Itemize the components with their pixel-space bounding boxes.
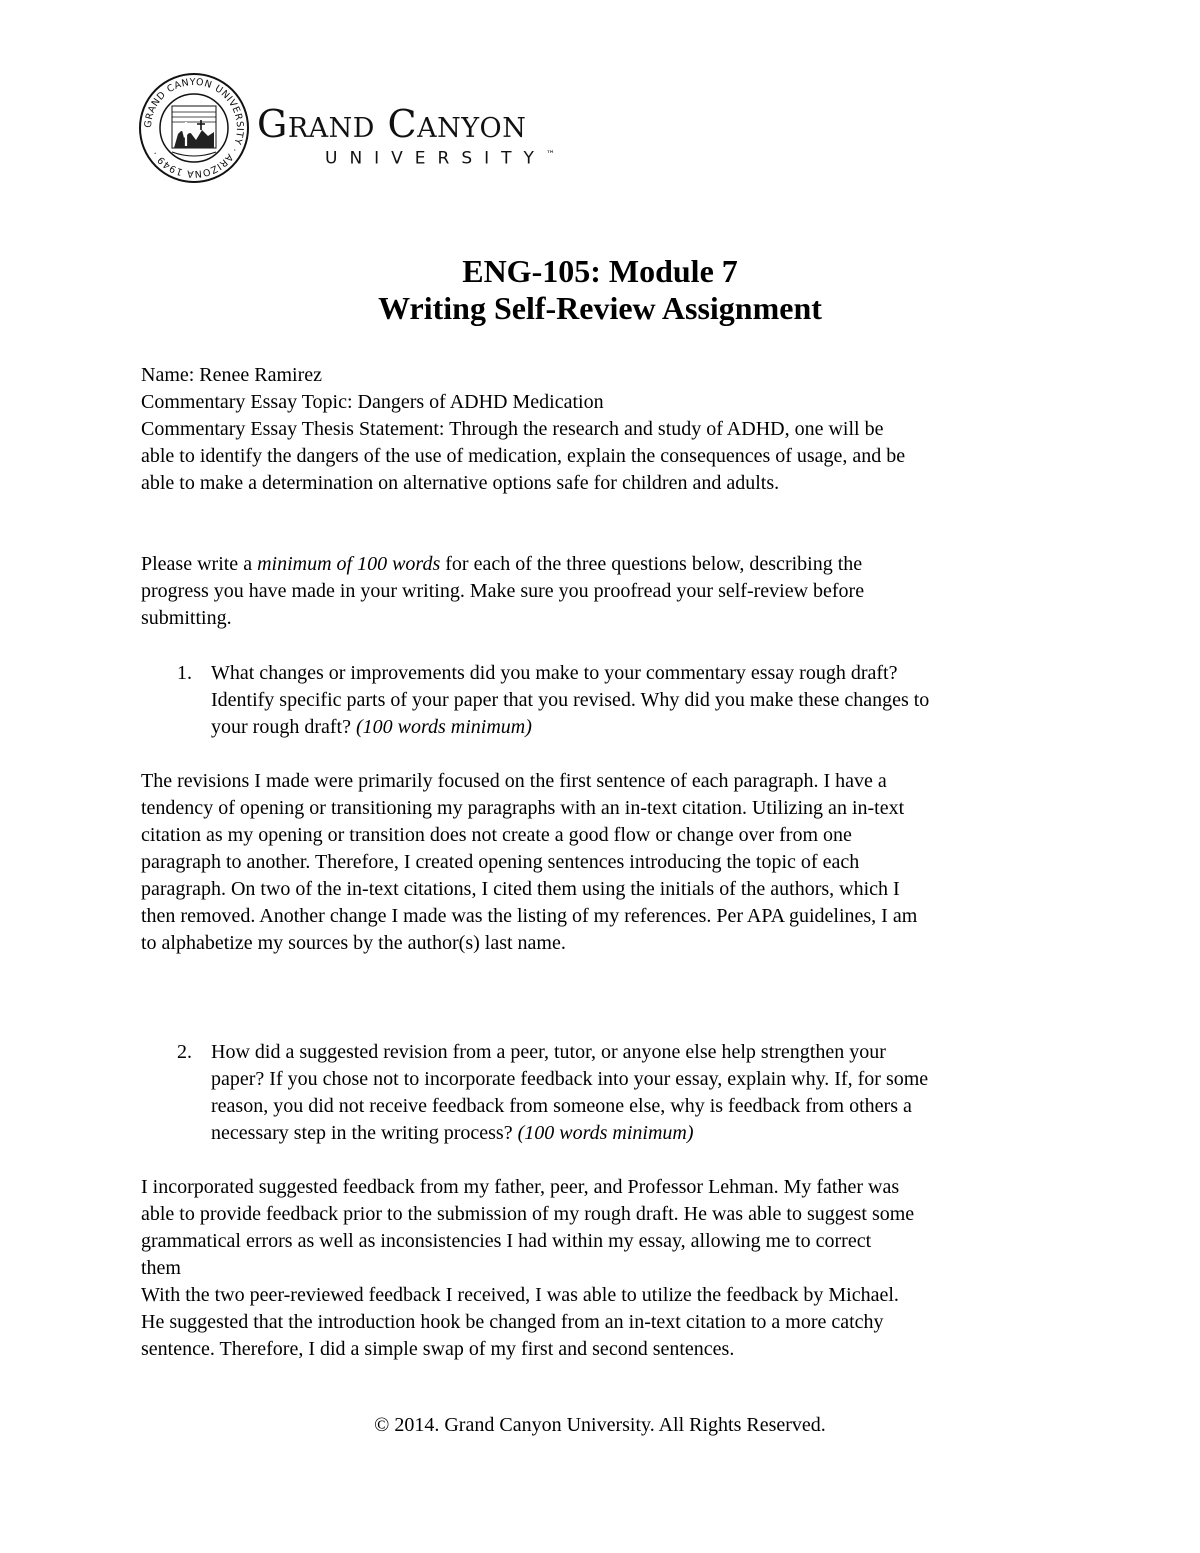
question-number: 1. <box>177 662 192 684</box>
answer-line: tendency of opening or transitioning my paragraphs with an in-text citation. Utilizing an in-text <box>141 797 905 819</box>
university-seal-icon <box>138 72 250 184</box>
answer-line: citation as my opening or transition does not create a good flow or change over from one <box>141 824 852 846</box>
instructions-text: Please write a <box>141 553 258 575</box>
answer-line: sentence. Therefore, I did a simple swap of my first and second sentences. <box>141 1338 735 1360</box>
question-line-text: your rough draft? <box>211 716 356 738</box>
document-title-line2: Writing Self-Review Assignment <box>378 290 822 326</box>
wordmark-university: UNIVERSITY <box>325 148 546 169</box>
answer-1 <box>141 768 1081 957</box>
question-line <box>211 714 1081 741</box>
instructions-text: for each of the three questions below, describing the <box>440 553 863 575</box>
answer-line: The revisions I made were primarily focused on the first sentence of each paragraph. I have a <box>141 770 887 792</box>
question-line: How did a suggested revision from a peer, tutor, or anyone else help strengthen your <box>211 1041 886 1063</box>
answer-line: then removed. Another change I made was the listing of my references. Per APA guidelines, I am <box>141 905 918 927</box>
instructions-line: progress you have made in your writing. Make sure you proofread your self-review before <box>141 580 865 602</box>
answer-line: them <box>141 1257 181 1279</box>
question-line: paper? If you chose not to incorporate feedback into your essay, explain why. If, for some <box>211 1068 929 1090</box>
answer-2 <box>141 1174 1081 1363</box>
seal-text: GRAND CANYON UNIVERSITY · ARIZONA 1949 · <box>142 76 246 180</box>
wordmark-name-line2 <box>325 144 555 170</box>
instructions <box>141 551 1081 632</box>
answer-line: paragraph. On two of the in-text citations, I cited them using the initials of the authors, which I <box>141 878 900 900</box>
answer-line: I incorporated suggested feedback from my father, peer, and Professor Lehman. My father was <box>141 1176 900 1198</box>
word-count-note: (100 words minimum) <box>517 1122 694 1144</box>
thesis-line: able to identify the dangers of the use of medication, explain the consequences of usage, and be <box>141 445 906 467</box>
question-line: What changes or improvements did you make to your commentary essay rough draft? <box>211 662 898 684</box>
question-line <box>211 1120 1081 1147</box>
trademark-symbol: ™ <box>545 150 555 160</box>
student-info <box>141 362 1081 497</box>
answer-line: grammatical errors as well as inconsistencies I had within my essay, allowing me to correct <box>141 1230 872 1252</box>
student-name: Name: Renee Ramirez <box>141 364 323 386</box>
answer-line: He suggested that the introduction hook be changed from an in-text citation to a more catchy <box>141 1311 884 1333</box>
question-line: Identify specific parts of your paper that you revised. Why did you make these changes to <box>211 689 930 711</box>
answer-line: to alphabetize my sources by the author(s) last name. <box>141 932 566 954</box>
answer-line: paragraph to another. Therefore, I created opening sentences introducing the topic of each <box>141 851 860 873</box>
university-wordmark <box>257 104 555 170</box>
answer-line: able to provide feedback prior to the submission of my rough draft. He was able to suggest some <box>141 1203 915 1225</box>
university-logo <box>138 72 628 188</box>
thesis-line: able to make a determination on alternative options safe for children and adults. <box>141 472 780 494</box>
instructions-line: submitting. <box>141 607 232 629</box>
question-line-text: necessary step in the writing process? <box>211 1122 518 1144</box>
svg-text:GRAND CANYON UNIVERSITY · ARIZ <box>143 77 245 179</box>
essay-topic: Commentary Essay Topic: Dangers of ADHD Medication <box>141 391 604 413</box>
instructions-line <box>141 551 1081 578</box>
wordmark-name-line1: Grand Canyon <box>257 102 527 146</box>
answer-line: With the two peer-reviewed feedback I received, I was able to utilize the feedback by Michael. <box>141 1284 899 1306</box>
word-count-note: (100 words minimum) <box>355 716 532 738</box>
question-text <box>211 1039 1081 1147</box>
question-text <box>211 660 1081 741</box>
question-line: reason, you did not receive feedback from someone else, why is feedback from others a <box>211 1095 912 1117</box>
instructions-emphasis: minimum of 100 words <box>257 553 441 575</box>
document-title-line1: ENG-105: Module 7 <box>462 253 738 289</box>
thesis-line: Commentary Essay Thesis Statement: Through the research and study of ADHD, one will be <box>141 418 884 440</box>
question-number: 2. <box>177 1041 192 1063</box>
copyright-footer: © 2014. Grand Canyon University. All Rights Reserved. <box>374 1414 826 1436</box>
